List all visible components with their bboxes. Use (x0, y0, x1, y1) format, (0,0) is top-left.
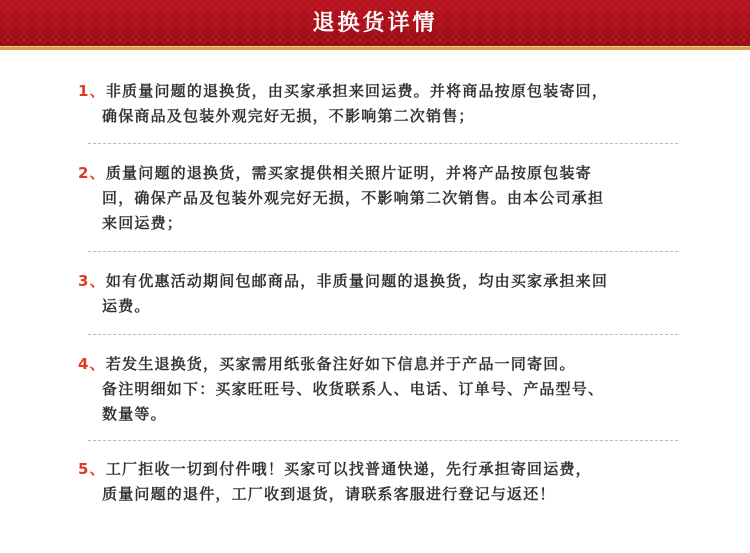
item-text: 回，确保产品及包装外观完好无损，不影响第二次销售。由本公司承担 (102, 189, 605, 207)
list-item (78, 457, 678, 507)
item-number: 4、 (78, 355, 106, 373)
item-number: 3、 (78, 272, 106, 290)
banner-trim (0, 46, 750, 50)
item-text: 数量等。 (102, 405, 167, 423)
item-text: 质量问题的退件，工厂收到退货，请联系客服进行登记与返还！ (102, 485, 556, 503)
list-item (78, 79, 678, 129)
item-number: 5、 (78, 460, 106, 478)
divider (88, 440, 678, 441)
item-text: 如有优惠活动期间包邮商品，非质量问题的退换货，均由买家承担来回 (105, 272, 609, 290)
item-text: 确保商品及包装外观完好无损，不影响第二次销售； (102, 107, 475, 125)
item-text: 若发生退换货，买家需用纸张备注好如下信息并于产品一同寄回。 (105, 355, 576, 373)
item-text: 质量问题的退换货，需买家提供相关照片证明，并将产品按原包装寄 (105, 164, 592, 182)
item-number: 1、 (78, 82, 106, 100)
item-text: 非质量问题的退换货，由买家承担来回运费。并将商品按原包装寄回， (105, 82, 609, 100)
item-text: 工厂拒收一切到付件哦！买家可以找普通快递，先行承担寄回运费， (105, 460, 592, 478)
item-text: 运费。 (102, 297, 151, 315)
item-number: 2、 (78, 164, 106, 182)
list-item (78, 161, 678, 236)
list-item (78, 352, 678, 427)
divider (88, 251, 678, 252)
list-item (78, 269, 678, 319)
header-banner (0, 0, 750, 50)
divider (88, 334, 678, 335)
item-text: 备注明细如下：买家旺旺号、收货联系人、电话、订单号、产品型号、 (102, 380, 605, 398)
item-text: 来回运费； (102, 214, 184, 232)
page-title: 退换货详情 (312, 11, 438, 36)
divider (88, 143, 678, 144)
